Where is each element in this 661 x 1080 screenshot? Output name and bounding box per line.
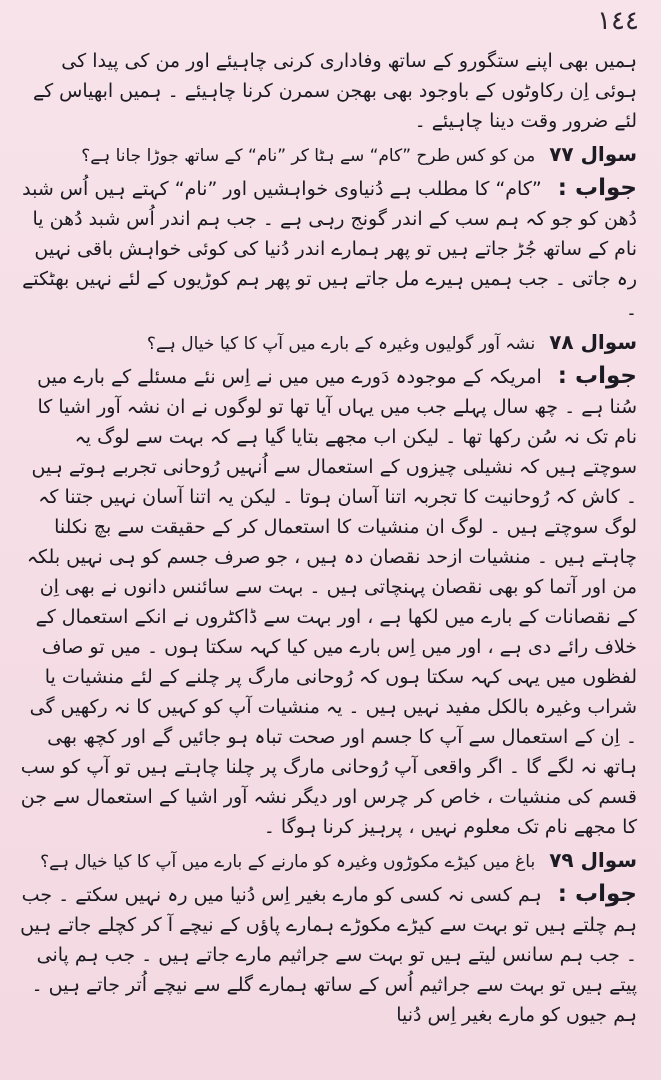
question-label: سوال ٧٧ [549, 142, 637, 166]
answer-label: جواب : [557, 363, 637, 389]
question-label: سوال ٧٨ [549, 330, 637, 354]
page-body [20, 46, 637, 1030]
answer-text: ”کام“ کا مطلب ہے دُنیاوی خواہشیں اور ”نام“ کہتے ہیں اُس شبد دُھن کو جو کہ ہم سب کے اندر گونج رہی ہے ۔ جب ہم اندر اُس شبد دُھن یا نام کے ساتھ جُڑ جاتے ہیں تو پھر ہمارے اندر دُنیا کی کوئی خواہش باقی نہیں رہ جاتی ۔ جب ہمیں ہیرے مل جاتے ہیں تو پھر ہم کوڑیوں کے لئے نہیں بھٹکتے ۔ [22, 178, 637, 320]
question-text: نشہ آور گولیوں وغیرہ کے بارے میں آپ کا کیا خیال ہے؟ [146, 334, 536, 354]
question-text: من کو کس طرح ”کام“ سے ہٹا کر ”نام“ کے ساتھ جوڑا جانا ہے؟ [81, 146, 536, 166]
answer-78 [20, 361, 637, 842]
question-78 [20, 330, 637, 357]
answer-label: جواب : [557, 175, 637, 201]
page-number: ١٤٤ [597, 6, 639, 36]
answer-label: جواب : [557, 881, 637, 907]
question-text: باغ میں کیڑے مکوڑوں وغیرہ کو مارنے کے بارے میں آپ کا کیا خیال ہے؟ [40, 852, 536, 872]
answer-text: ہم کسی نہ کسی کو مارے بغیر اِس دُنیا میں رہ نہیں سکتے ۔ جب ہم چلتے ہیں تو بہت سے کیڑے مکوڑے ہمارے پاؤں کے نیچے آ کر کچلے جاتے ہیں ۔ جب ہم سانس لیتے ہیں تو بہت سے جراثیم مارے جاتے ہیں ۔ جب ہم پانی پیتے ہیں تو بہت سے جراثیم اُس کے ساتھ ہمارے گلے سے نیچے اُتر جاتے ہیں ۔ ہم جیوں کو مارے بغیر اِس دُنیا [20, 884, 637, 1026]
answer-77 [20, 173, 637, 324]
answer-79 [20, 879, 637, 1030]
answer-text: امریکہ کے موجودہ دَورے میں میں نے اِس نئے مسئلے کے بارے میں سُنا ہے ۔ چھ سال پہلے جب میں یہاں آیا تھا تو لوگوں نے ان نشہ آور اشیا کا نام تک نہ سُن رکھا تھا ۔ لیکن اب مجھے بتایا گیا ہے کہ بہت سے لوگ یہ سوچتے ہیں کہ نشیلی چیزوں کے استعمال سے اُنہیں رُوحانی تجربے ہوتے ہیں ۔ کاش کہ رُوحانیت کا تجربہ اتنا آسان ہوتا ۔ لیکن یہ اتنا آسان نہیں جتنا کہ لوگ سوچتے ہیں ۔ لوگ ان منشیات کا استعمال کر کے حقیقت سے بچ نکلنا چاہتے ہیں ۔ منشیات ازحد نقصان دہ ہیں ، جو صرف جسم کو ہی نہیں بلکہ من اور آتما کو بھی نقصان پہنچاتی ہیں ۔ بہت سے سائنس دانوں نے بھی اِن کے نقصانات کے بارے میں لکھا ہے ، اور بہت سے ڈاکٹروں نے انکے استعمال کے خلاف رائے دی ہے ، اور میں اِس بارے میں کیا کہہ سکتا ہوں ۔ میں تو صاف لفظوں میں یہی کہہ سکتا ہوں کہ رُوحانی مارگ پر چلنے کے لئے منشیات یا شراب وغیرہ بالکل مفید نہیں ہیں ۔ یہ منشیات آپ کو کہیں کا نہ رکھیں گی ۔ اِن کے استعمال سے آپ کا جسم اور صحت تباہ ہو جائیں گے اور کچھ بھی ہاتھ نہ لگے گا ۔ اگر واقعی آپ رُوحانی مارگ پر چلنا چاہتے ہیں تو آپ کو سب قسم کی منشیات ، خاص کر چرس اور دیگر نشہ آور اشیا کے استعمال سے جن کا مجھے نام تک معلوم نہیں ، پرہیز کرنا ہوگا ۔ [20, 366, 637, 838]
question-79 [20, 848, 637, 875]
question-label: سوال ٧٩ [549, 848, 637, 872]
intro-paragraph: ہمیں بھی اپنے ستگورو کے ساتھ وفاداری کرنی چاہیئے اور من کی پیدا کی ہوئی اِن رکاوٹوں کے باوجود بھی بھجن سمرن کرنا چاہیئے ۔ ہمیں ابھیاس کے لئے ضرور وقت دینا چاہیئے ۔ [32, 50, 637, 132]
question-77 [20, 142, 637, 169]
